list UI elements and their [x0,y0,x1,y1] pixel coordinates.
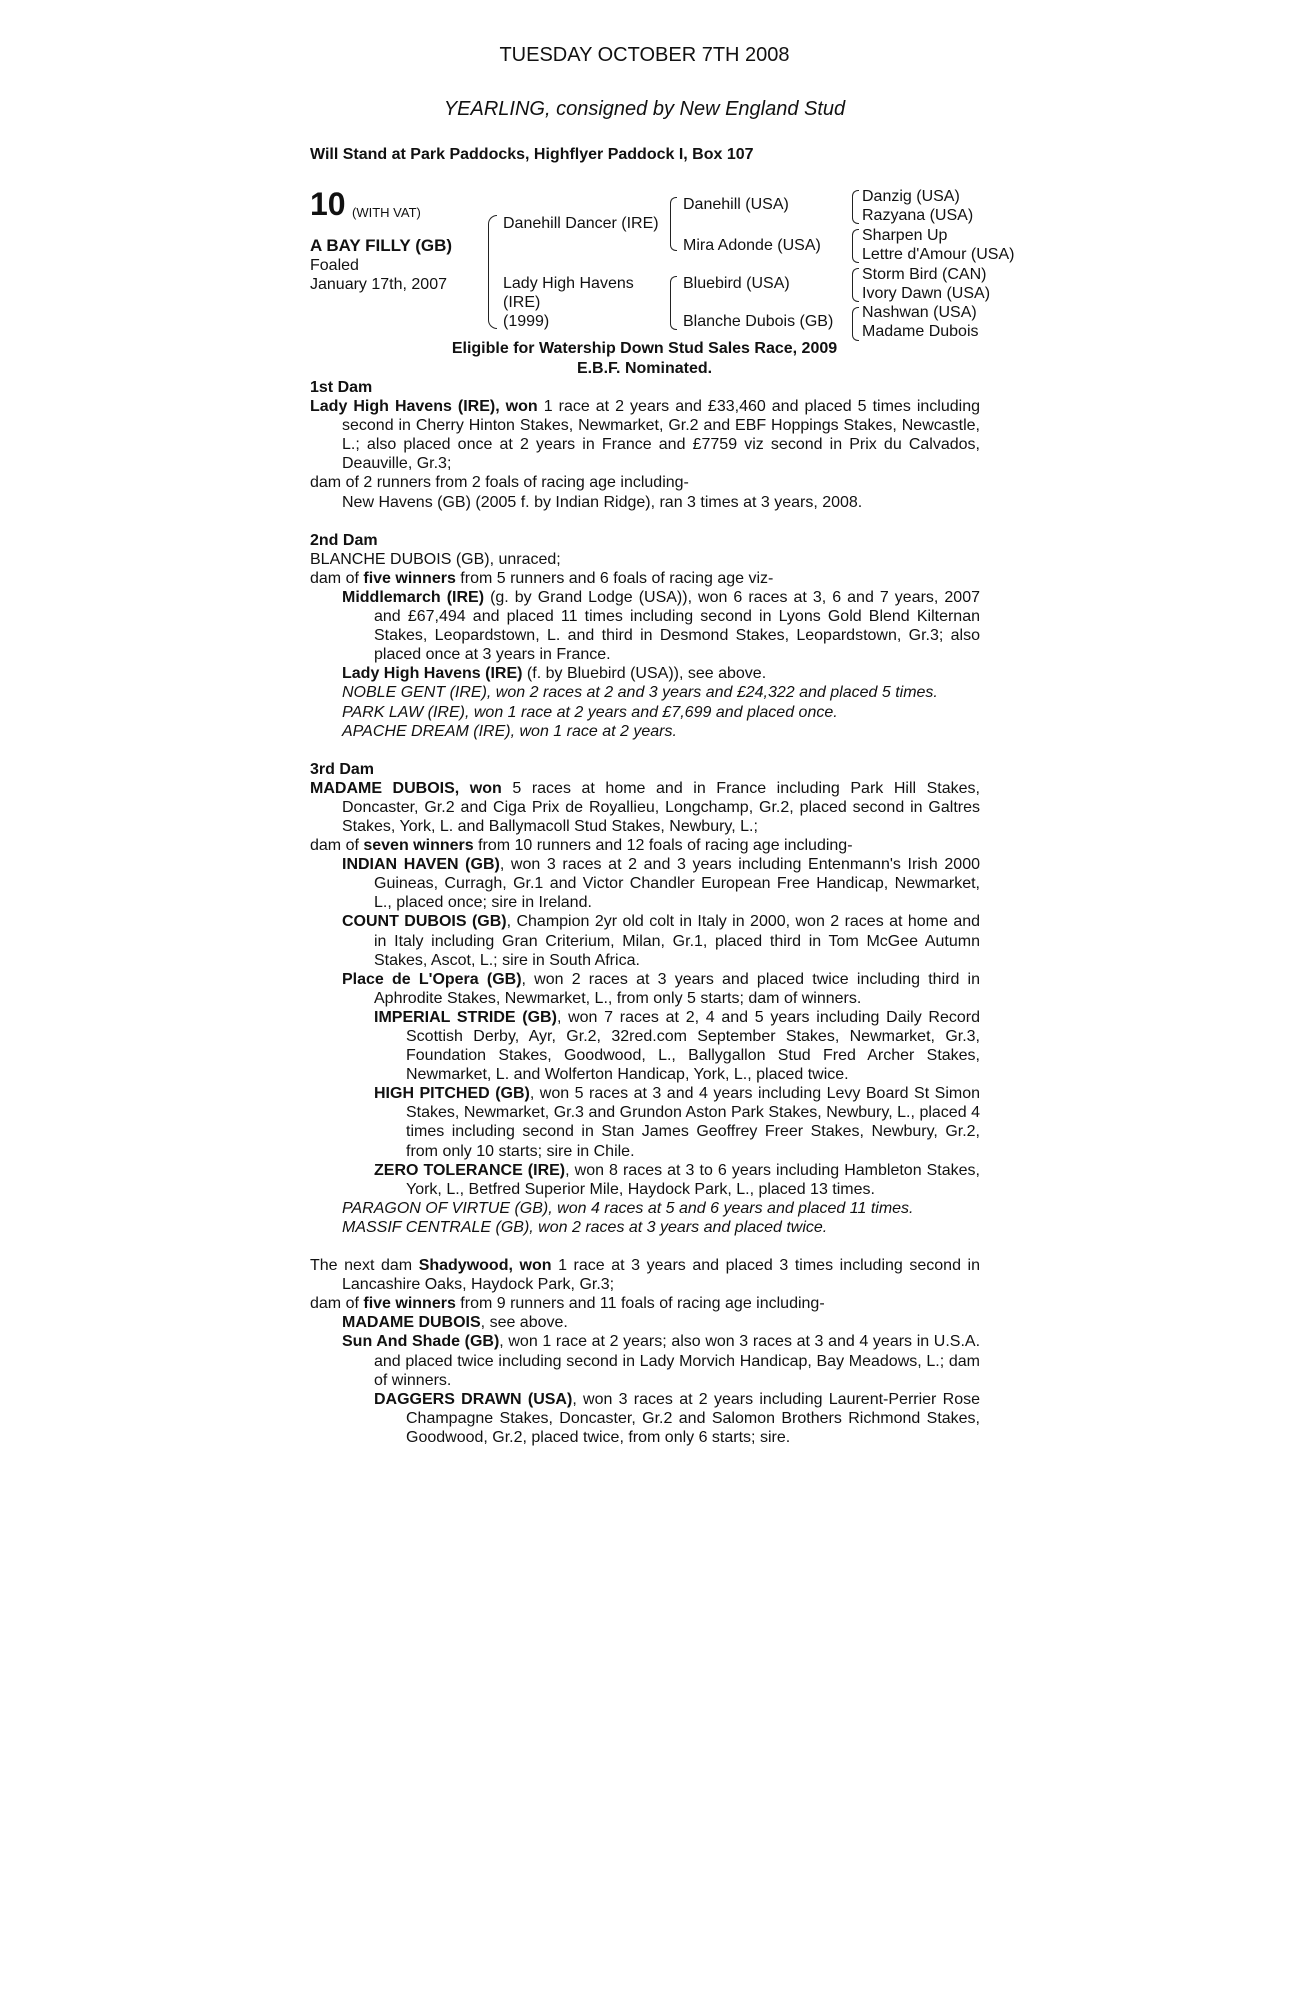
pedigree-dam-year: (1999) [503,313,550,330]
foaled-label: Foaled [310,257,359,274]
pedigree-dam-sire: Bluebird (USA) [683,275,790,292]
first-dam-record [310,397,980,473]
runner-count: from 10 runners and 12 foals of racing age including- [473,837,853,855]
pedigree-dam-dam: Blanche Dubois (GB) [683,313,834,330]
third-dam-record [310,779,980,836]
produce-text: NOBLE GENT (IRE), won 2 races at 2 and 3 years and £24,322 and placed 5 times. [342,684,938,702]
pedigree-dam: Lady High Havens [503,275,634,292]
second-dam-produce [310,683,980,702]
produce-text: , Champion 2yr old colt in Italy in 2000, won 2 races at home and in Italy including Gran Criterium, Milan, Gr.1, placed third in Tom McGee Autumn Stakes, Ascot, L.; sire in South Africa. [374,913,981,969]
dam-of-label: dam of [310,1295,364,1313]
third-dam-heading: 3rd Dam [310,760,375,778]
third-dam-produce [310,970,980,1008]
eligibility-line: Eligible for Watership Down Stud Sales Race, 2009 [451,340,838,357]
produce-text: , won 2 races at 3 years and placed twice including third in Aphrodite Stakes, Newmarket, L., from only 5 starts; dam of winners. [374,970,981,1007]
consignment-line: YEARLING, consigned by New England Stud [443,98,846,120]
produce-text: MASSIF CENTRALE (GB), won 2 races at 3 years and placed twice. [342,1218,828,1236]
pedigree-dam-origin: (IRE) [503,294,541,311]
pedigree-sire: Danehill Dancer (IRE) [503,215,659,232]
runner-count: from 5 runners and 6 foals of racing age viz- [455,569,774,587]
grand-produce [310,1390,980,1447]
second-dam-intro: BLANCHE DUBOIS (GB), unraced; [310,550,561,568]
produce-name: COUNT DUBOIS (GB) [342,913,507,931]
next-dam-name: Shadywood, won [418,1257,552,1275]
lot-name: A BAY FILLY (GB) [310,236,453,255]
stand-location: Will Stand at Park Paddocks, Highflyer Paddock I, Box 107 [310,146,754,163]
produce-name: IMPERIAL STRIDE (GB) [374,1008,557,1026]
pedigree-brace [852,307,859,341]
first-dam-produce: New Havens (GB) (2005 f. by Indian Ridge), ran 3 times at 3 years, 2008. [342,493,863,511]
sale-date: TUESDAY OCTOBER 7TH 2008 [499,44,790,66]
third-dam-name: MADAME DUBOIS, won [310,779,502,797]
produce-text: PARAGON OF VIRTUE (GB), won 4 races at 5 and 6 years and placed 11 times. [342,1199,914,1217]
produce-name: ZERO TOLERANCE (IRE) [374,1161,566,1179]
produce-text: (f. by Bluebird (USA)), see above. [522,665,767,683]
second-dam-summary [310,569,980,588]
produce-name: DAGGERS DRAWN (USA) [374,1390,573,1408]
produce-name: Middlemarch (IRE) [342,588,485,606]
produce-text: , won 1 race at 2 years; also won 3 races at 3 and 4 years in U.S.A. and placed twice including second in Lady Morvich Handicap, Bay Meadows, L.; dam of winners. [374,1333,981,1389]
runner-count: from 9 runners and 11 foals of racing age including- [455,1295,825,1313]
grand-produce [310,1008,980,1084]
foaled-date: January 17th, 2007 [310,276,447,293]
third-dam-produce [310,855,980,912]
first-dam-text: 1 race at 2 years and £33,460 and placed 5 times including second in Cherry Hinton Stakes, Newmarket, Gr.2 and EBF Hoppings Stakes, Newcastle, L.; also placed once at 2 years in France and £7759 viz second in Prix du Calvados, Deauville, Gr.3; [342,398,980,473]
third-dam-produce [310,1218,980,1237]
next-dam-text: 1 race at 3 years and placed 3 times including second in Lancashire Oaks, Haydock Park, Gr.3; [342,1257,981,1294]
dam-of-label: dam of [310,569,364,587]
pedigree-brace [488,215,497,329]
produce-name: INDIAN HAVEN (GB) [342,856,500,874]
winner-count: five winners [363,569,456,587]
next-dam-summary [310,1294,980,1313]
first-dam-heading: 1st Dam [310,379,373,396]
dam-of-label: dam of [310,837,364,855]
produce-name: Place de L'Opera (GB) [342,970,522,988]
second-dam-heading: 2nd Dam [310,531,378,549]
second-dam-produce [310,722,980,741]
grand-produce [310,1084,980,1160]
third-dam-produce [310,1199,980,1218]
pedigree-brace [852,229,859,263]
next-dam-produce [310,1332,980,1389]
produce-name: MADAME DUBOIS [342,1314,481,1332]
next-dam-produce [310,1313,980,1332]
third-dam-summary [310,836,980,855]
pedigree-ssd: Razyana (USA) [862,207,974,224]
first-dam-name: Lady High Havens (IRE), won [310,398,538,416]
pedigree-brace [670,276,677,330]
produce-text: APACHE DREAM (IRE), won 1 race at 2 years. [342,722,677,740]
produce-name: Sun And Shade (GB) [342,1333,500,1351]
produce-text: , see above. [480,1314,568,1332]
second-dam-produce [310,664,980,683]
first-dam-produce-intro: dam of 2 runners from 2 foals of racing age including- [310,474,689,492]
pedigree-sire-dam: Mira Adonde (USA) [683,237,821,254]
ebf-line: E.B.F. Nominated. [576,360,713,377]
third-dam-produce [310,912,980,969]
pedigree-ddd: Madame Dubois [862,323,979,340]
produce-name: HIGH PITCHED (GB) [374,1085,530,1103]
produce-name: Lady High Havens (IRE) [342,665,523,683]
next-dam-label: The next dam [310,1257,419,1275]
catalogue-body [310,378,980,1447]
pedigree-brace [852,190,859,224]
produce-text: PARK LAW (IRE), won 1 race at 2 years and £7,699 and placed once. [342,703,838,721]
produce-text: , won 8 races at 3 to 6 years including Hambleton Stakes, York, L., Betfred Superior Mile, Haydock Park, L., placed 13 times. [406,1161,980,1198]
produce-text: , won 7 races at 2, 4 and 5 years including Daily Record Scottish Derby, Ayr, Gr.2, 32red.com September Stakes, Newmarket, Gr.3, Foundation Stakes, Goodwood, L., Ballygallon Stud Fred Archer Stakes, Newmarket, L. and Wolferton Handicap, York, L., placed twice. [406,1008,981,1084]
second-dam-produce [310,703,980,722]
produce-text: , won 3 races at 2 and 3 years including Entenmann's Irish 2000 Guineas, Curragh, Gr.1 and Victor Chandler European Free Handicap, Newmarket, L., placed once; sire in Ireland. [374,856,980,912]
pedigree-dsd: Ivory Dawn (USA) [862,285,991,302]
pedigree-dds: Nashwan (USA) [862,304,977,321]
winner-count: seven winners [363,837,474,855]
winner-count: five winners [363,1295,456,1313]
next-dam-record [310,1256,980,1294]
pedigree-brace [852,268,859,302]
pedigree-brace [670,197,677,251]
produce-text: , won 3 races at 2 years including Laurent-Perrier Rose Champagne Stakes, Doncaster, Gr.2 and Salomon Brothers Richmond Stakes, Goodwood, Gr.2, placed twice, from only 6 starts; sire. [406,1390,980,1446]
lot-number: 10 [310,186,346,222]
produce-text: , won 5 races at 3 and 4 years including Levy Board St Simon Stakes, Newmarket, Gr.3 and Grundon Aston Park Stakes, Newbury, L., placed 4 times including second in Stan James Geoffrey Freer Stakes, Newbury, Gr.2, from only 10 starts; sire in Chile. [406,1085,981,1160]
grand-produce [310,1161,980,1199]
pedigree-sds: Sharpen Up [862,227,948,244]
pedigree-sss: Danzig (USA) [862,188,960,205]
produce-text: (g. by Grand Lodge (USA)), won 6 races at 3, 6 and 7 years, 2007 and £67,494 and placed 11 times including second in Lyons Gold Blend Kilternan Stakes, Leopardstown, L. and third in Desmond Stakes, Leopardstown, Gr.3; also placed once at 3 years in France. [374,588,980,664]
pedigree-sdd: Lettre d'Amour (USA) [862,246,1015,263]
pedigree-sire-sire: Danehill (USA) [683,196,789,213]
second-dam-produce [310,588,980,664]
pedigree-dss: Storm Bird (CAN) [862,266,987,283]
vat-note: (WITH VAT) [352,205,421,220]
third-dam-text: 5 races at home and in France including Park Hill Stakes, Doncaster, Gr.2 and Ciga Prix de Royallieu, Longchamp, Gr.2, placed second in Galtres Stakes, York, L. and Ballymacoll Stud Stakes, Newbury, L.; [342,779,980,835]
